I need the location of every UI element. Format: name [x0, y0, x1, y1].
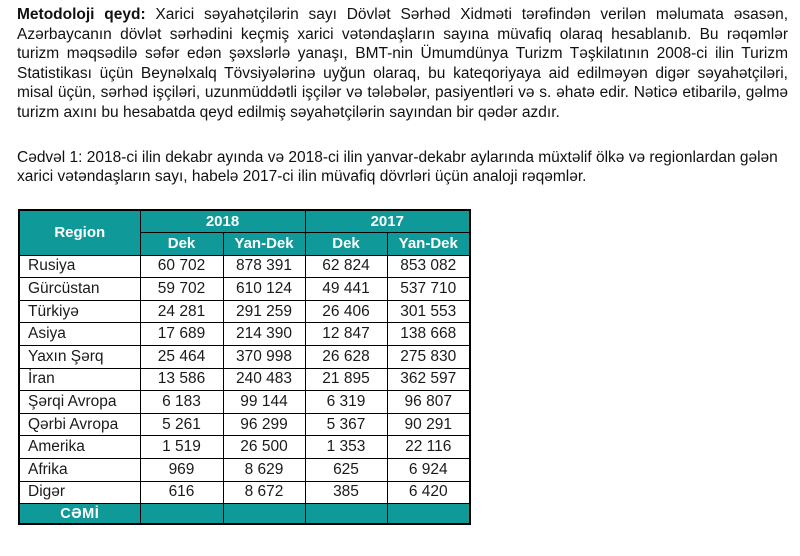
- value-cell: 99 144: [223, 391, 305, 414]
- region-cell: Türkiyə: [19, 300, 140, 323]
- region-cell: Amerika: [19, 436, 140, 459]
- value-cell: 26 500: [223, 436, 305, 459]
- value-cell: 96 807: [387, 391, 470, 414]
- value-cell: 5 261: [140, 413, 223, 436]
- value-cell: 616: [140, 481, 223, 504]
- value-cell: 969: [140, 458, 223, 481]
- value-cell: 17 689: [140, 323, 223, 346]
- region-cell: Şərqi Avropa: [19, 391, 140, 414]
- value-cell: 370 998: [223, 345, 305, 368]
- table-row: [19, 300, 470, 323]
- value-cell: 96 299: [223, 413, 305, 436]
- region-column-header: Region: [19, 210, 140, 256]
- region-cell: Asiya: [19, 323, 140, 346]
- value-cell: 24 281: [140, 300, 223, 323]
- region-cell: Yaxın Şərq: [19, 345, 140, 368]
- total-cell-2017-yandek: [387, 504, 470, 525]
- value-cell: 6 924: [387, 458, 470, 481]
- table-row: [19, 436, 470, 459]
- value-cell: 625: [305, 458, 387, 481]
- value-cell: 275 830: [387, 345, 470, 368]
- value-cell: 291 259: [223, 300, 305, 323]
- value-cell: 8 672: [223, 481, 305, 504]
- value-cell: 21 895: [305, 368, 387, 391]
- value-cell: 62 824: [305, 255, 387, 278]
- methodology-note: [17, 5, 788, 123]
- col-header-2017-dek: Dek: [305, 233, 387, 256]
- region-cell: Gürcüstan: [19, 278, 140, 301]
- value-cell: 138 668: [387, 323, 470, 346]
- value-cell: 12 847: [305, 323, 387, 346]
- value-cell: 5 367: [305, 413, 387, 436]
- table-row: [19, 323, 470, 346]
- value-cell: 22 116: [387, 436, 470, 459]
- methodology-note-label: Metodoloji qeyd:: [17, 6, 146, 23]
- value-cell: 878 391: [223, 255, 305, 278]
- region-cell: Rusiya: [19, 255, 140, 278]
- table-row: [19, 345, 470, 368]
- table-header: [19, 210, 470, 256]
- value-cell: 385: [305, 481, 387, 504]
- value-cell: 1 353: [305, 436, 387, 459]
- region-cell: Qərbi Avropa: [19, 413, 140, 436]
- value-cell: 853 082: [387, 255, 470, 278]
- value-cell: 362 597: [387, 368, 470, 391]
- value-cell: 610 124: [223, 278, 305, 301]
- value-cell: 59 702: [140, 278, 223, 301]
- year-2018-header: 2018: [140, 210, 305, 233]
- region-cell: Digər: [19, 481, 140, 504]
- value-cell: 25 464: [140, 345, 223, 368]
- value-cell: 90 291: [387, 413, 470, 436]
- table-row: [19, 278, 470, 301]
- value-cell: 240 483: [223, 368, 305, 391]
- table-row: [19, 481, 470, 504]
- value-cell: 214 390: [223, 323, 305, 346]
- col-header-2017-yandek: Yan-Dek: [387, 233, 470, 256]
- year-2017-header: 2017: [305, 210, 470, 233]
- table-row: [19, 458, 470, 481]
- methodology-note-text: Xarici səyahətçilərin sayı Dövlət Sərhəd Xidməti tərəfindən verilən məlumata əsasən, Azərbaycanın dövlət sərhədini keçmiş xarici vətəndaşların sayına müvafiq olaraq hesablanıb. Bu rəqəmlər turizm məqsədilə səfər edən şəxslərlə yanaşı, BMT-nin Ümumdünya Turizm Təşkilatının 2008-ci ilin Turizm Statistikası üçün Beynəlxalq Tövsiyələrinə uyğun olaraq, bu kateqoriyaya aid edilməyən digər səyahətçiləri, misal üçün, sərhəd işçiləri, uzunmüddətli işçilər və tələbələr, pasiyentləri və s. əhatə edir. Nəticə etibarilə, gəlmə turizm axını bu hesabatda qeyd edilmiş səyahətçilərin sayından bir qədər azdır.: [17, 6, 789, 121]
- total-cell-2018-dek: [140, 504, 223, 525]
- value-cell: 26 406: [305, 300, 387, 323]
- value-cell: 6 183: [140, 391, 223, 414]
- table-row: [19, 413, 470, 436]
- region-cell: Afrika: [19, 458, 140, 481]
- table-row: [19, 391, 470, 414]
- value-cell: 13 586: [140, 368, 223, 391]
- region-cell: İran: [19, 368, 140, 391]
- value-cell: 8 629: [223, 458, 305, 481]
- value-cell: 301 553: [387, 300, 470, 323]
- table-row: [19, 255, 470, 278]
- value-cell: 60 702: [140, 255, 223, 278]
- table-footer-row: [19, 504, 470, 525]
- value-cell: 6 319: [305, 391, 387, 414]
- value-cell: 6 420: [387, 481, 470, 504]
- value-cell: 537 710: [387, 278, 470, 301]
- tourism-statistics-table: [18, 209, 471, 526]
- total-cell-2017-dek: [305, 504, 387, 525]
- total-row-label: CƏMİ: [19, 504, 140, 525]
- table-footer: [19, 504, 470, 525]
- table-header-years-row: [19, 210, 470, 233]
- col-header-2018-dek: Dek: [140, 233, 223, 256]
- table-row: [19, 368, 470, 391]
- value-cell: 49 441: [305, 278, 387, 301]
- col-header-2018-yandek: Yan-Dek: [223, 233, 305, 256]
- value-cell: 1 519: [140, 436, 223, 459]
- table-body: [19, 255, 470, 504]
- total-cell-2018-yandek: [223, 504, 305, 525]
- value-cell: 26 628: [305, 345, 387, 368]
- table-caption: Cədvəl 1: 2018-ci ilin dekabr ayında və 2018-ci ilin yanvar-dekabr aylarında müxtəlif ölkə və regionlardan gələn xarici vətəndaşların sayı, habelə 2017-ci ilin müvafiq dövrləri üçün analoji rəqəmlər.: [17, 148, 778, 186]
